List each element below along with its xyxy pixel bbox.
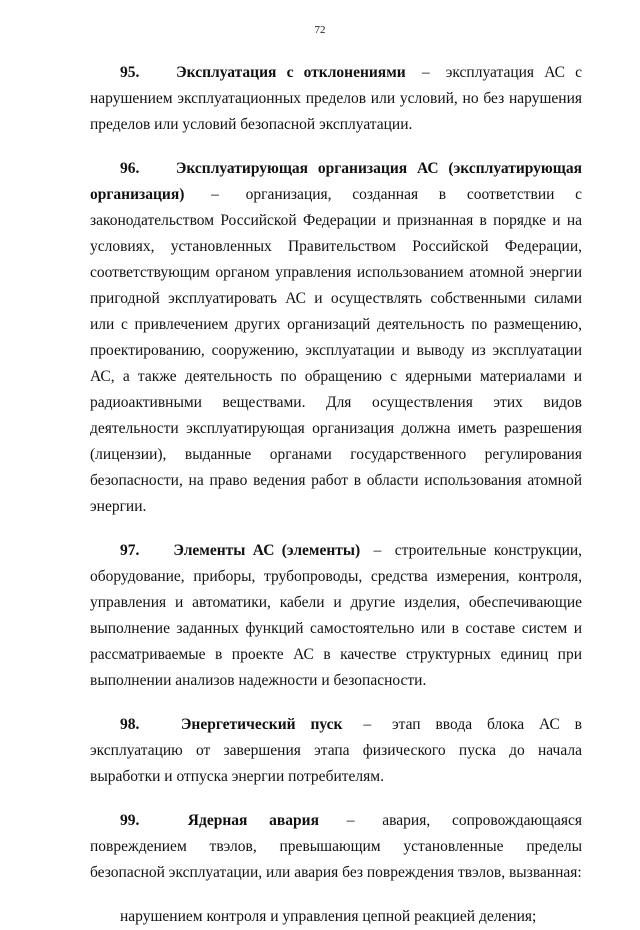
- defined-term: Энергетический пуск: [180, 716, 343, 733]
- dash: –: [363, 716, 372, 733]
- dash: –: [346, 812, 355, 829]
- definition-text: эксплуатация АС с нарушением эксплуатационных пределов или условий, но без нарушения пределов или условий безопасной эксплуатации.: [90, 64, 582, 133]
- definition-text: этап ввода блока АС в эксплуатацию от завершения этапа физического пуска до начала выработки и отпуска энергии потребителям.: [90, 716, 582, 785]
- dash: –: [211, 186, 219, 203]
- paragraph-number: 98.: [120, 716, 140, 733]
- list-item-text: нарушением контроля и управления цепной реакцией деления;: [120, 908, 537, 925]
- definition-paragraph-97: [90, 538, 582, 694]
- defined-term: Элементы АС (элементы): [173, 542, 361, 559]
- paragraph-number: 96.: [120, 160, 140, 177]
- defined-term: Эксплуатация с отклонениями: [176, 64, 406, 81]
- definition-text: строительные конструкции, оборудование, приборы, трубопроводы, средства измерения, контроля, управления и автоматики, кабели и другие изделия, обеспечивающие выполнение заданных функций самостоятельно или в составе систем и рассматриваемые в проекте АС в качестве структурных единиц при выполнении анализов надежности и безопасности.: [90, 542, 583, 689]
- document-body: [90, 60, 582, 930]
- definition-paragraph-99: [90, 808, 582, 886]
- defined-term: Эксплуатирующая организация АС (эксплуатирующая организация): [90, 160, 582, 203]
- definition-paragraph-98: [90, 712, 582, 790]
- definition-paragraph-95: [90, 60, 582, 138]
- paragraph-number: 99.: [120, 812, 140, 829]
- definition-paragraph-96: [90, 156, 582, 520]
- dash: –: [421, 64, 430, 81]
- paragraph-number: 95.: [120, 64, 140, 81]
- dash: –: [373, 542, 382, 559]
- definition-text: организация, созданная в соответствии с законодательством Российской Федерации и признанная в порядке и на условиях, установленных Правительством Российской Федерации, соответствующим органом управления использованием атомной энергии пригодной эксплуатировать АС и осуществлять собственными силами или с привлечением других организаций деятельность по размещению, проектированию, сооружению, эксплуатации и выводу из эксплуатации АС, а также деятельность по обращению с ядерными материалами и радиоактивными веществами. Для осуществления этих видов деятельности эксплуатирующая организация должна иметь разрешения (лицензии), выданные органами государственного регулирования безопасности, на право ведения работ в области использования атомной энергии.: [90, 186, 583, 515]
- page-number: 72: [314, 24, 326, 36]
- definition-text: авария, сопровождающаяся повреждением твэлов, превышающим установленные пределы безопасной эксплуатации, или авария без повреждения твэлов, вызванная:: [90, 812, 582, 881]
- paragraph-number: 97.: [120, 542, 140, 559]
- defined-term: Ядерная авария: [187, 812, 319, 829]
